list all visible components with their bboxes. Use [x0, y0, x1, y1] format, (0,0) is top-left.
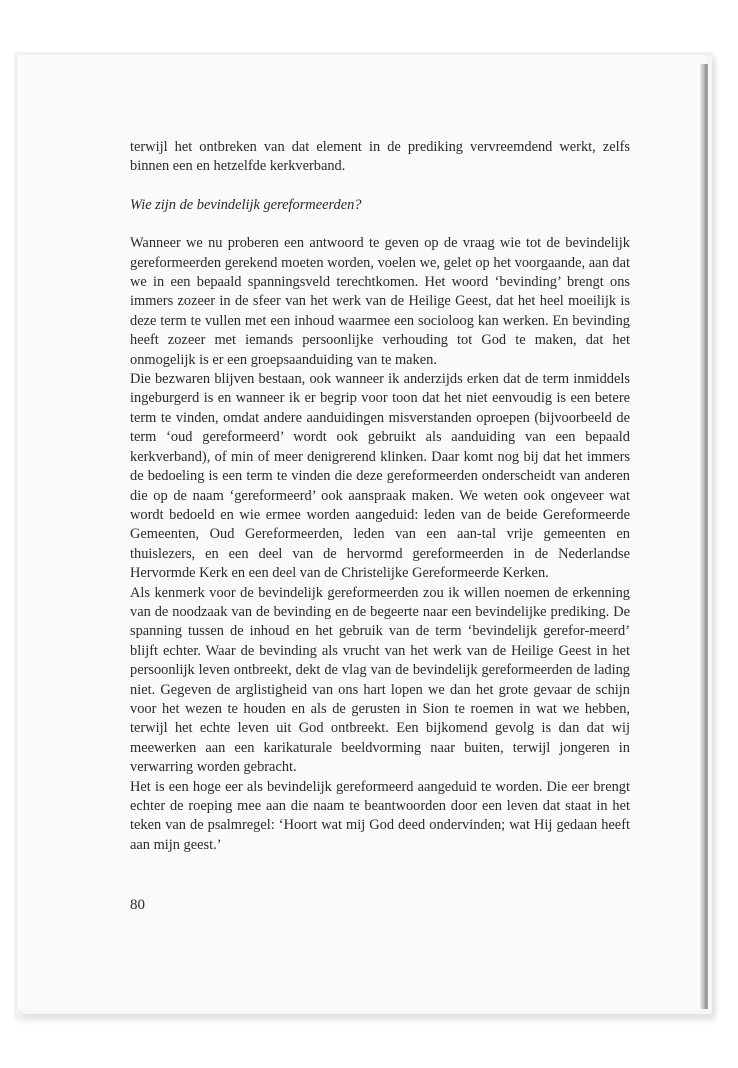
- body-paragraph-1: Wanneer we nu proberen een antwoord te geven op de vraag wie tot de bevindelijk gereformeerden gerekend moeten worden, voelen we, gelet op het voorgaande, aan dat we in een bepaald spanningsveld terechtkomen. Het woord ‘bevinding’ brengt ons immers zozeer in de sfeer van het werk van de Heilige Geest, dat het heel moeilijk is deze term te vullen met een inhoud waarmee een socioloog kan werken. En bevinding heeft zozeer met iemands persoonlijke verhouding tot God te maken, dat het onmogelijk is er een groepsaanduiding van te maken.: [130, 235, 630, 368]
- page-edge-shadow: [700, 64, 708, 1009]
- page-text-block: [130, 138, 630, 855]
- page-number: 80: [130, 897, 145, 913]
- section-heading: Wie zijn de bevindelijk gereformeerden?: [130, 196, 362, 213]
- intro-paragraph: terwijl het ontbreken van dat element in de prediking vervreemdend werkt, zelfs binnen een en hetzelfde kerkverband.: [130, 139, 630, 175]
- body-paragraph-3: Als kenmerk voor de bevindelijk gereformeerden zou ik willen noemen de erkenning van de noodzaak van de bevinding en de begeerte naar een bevindelijke prediking. De spanning tussen de inhoud en het gebruik van de term ‘bevindelijk gerefor-meerd’ blijft echter. Waar de bevinding als vrucht van het werk van de Heilige Geest in het persoonlijk leven ontbreekt, dekt de vlag van de bevindelijk gereformeerden de lading niet. Gegeven de arglistigheid van ons hart lopen we dan het grote gevaar de schijn voor het wezen te houden en als de gerusten in Sion te roemen in wat we hebben, terwijl het echte leven uit God ontbreekt. Een bijkomend gevolg is dan dat wij meewerken aan een karikaturale beeldvorming naar buiten, terwijl jongeren in verwarring worden gebracht.: [130, 584, 630, 776]
- body-paragraph-2: Die bezwaren blijven bestaan, ook wanneer ik anderzijds erken dat de term inmiddels ingeburgerd is en wanneer ik er begrip voor toon dat het niet eenvoudig is een betere term te vinden, omdat andere aanduidingen misverstanden oproepen (bijvoorbeeld de term ‘oud gereformeerd’ wordt ook gebruikt als aanduiding van een bepaald kerkverband), of min of meer denigrerend klinken. Daar komt nog bij dat het immers de bedoeling is een term te vinden die deze gereformeerden onderscheidt van anderen die op de naam ‘gereformeerd’ ook aanspraak maken. We weten ook ongeveer wat wordt bedoeld en wie ermee worden aangeduid: leden van de beide Gereformeerde Gemeenten, Oud Gereformeerden, leden van een aan-tal vrije gemeenten en thuislezers, en een deel van de hervormd gereformeerden in de Nederlandse Hervormde Kerk en een deel van de Christelijke Gereformeerde Kerken.: [130, 371, 630, 582]
- body-paragraph-4: Het is een hoge eer als bevindelijk gereformeerd aangeduid te worden. Die eer brengt echter de roeping mee aan die naam te beantwoorden door een leven dat staat in het teken van de psalmregel: ‘Hoort wat mij God deed ondervinden; wat Hij gedaan heeft aan mijn geest.’: [130, 778, 630, 853]
